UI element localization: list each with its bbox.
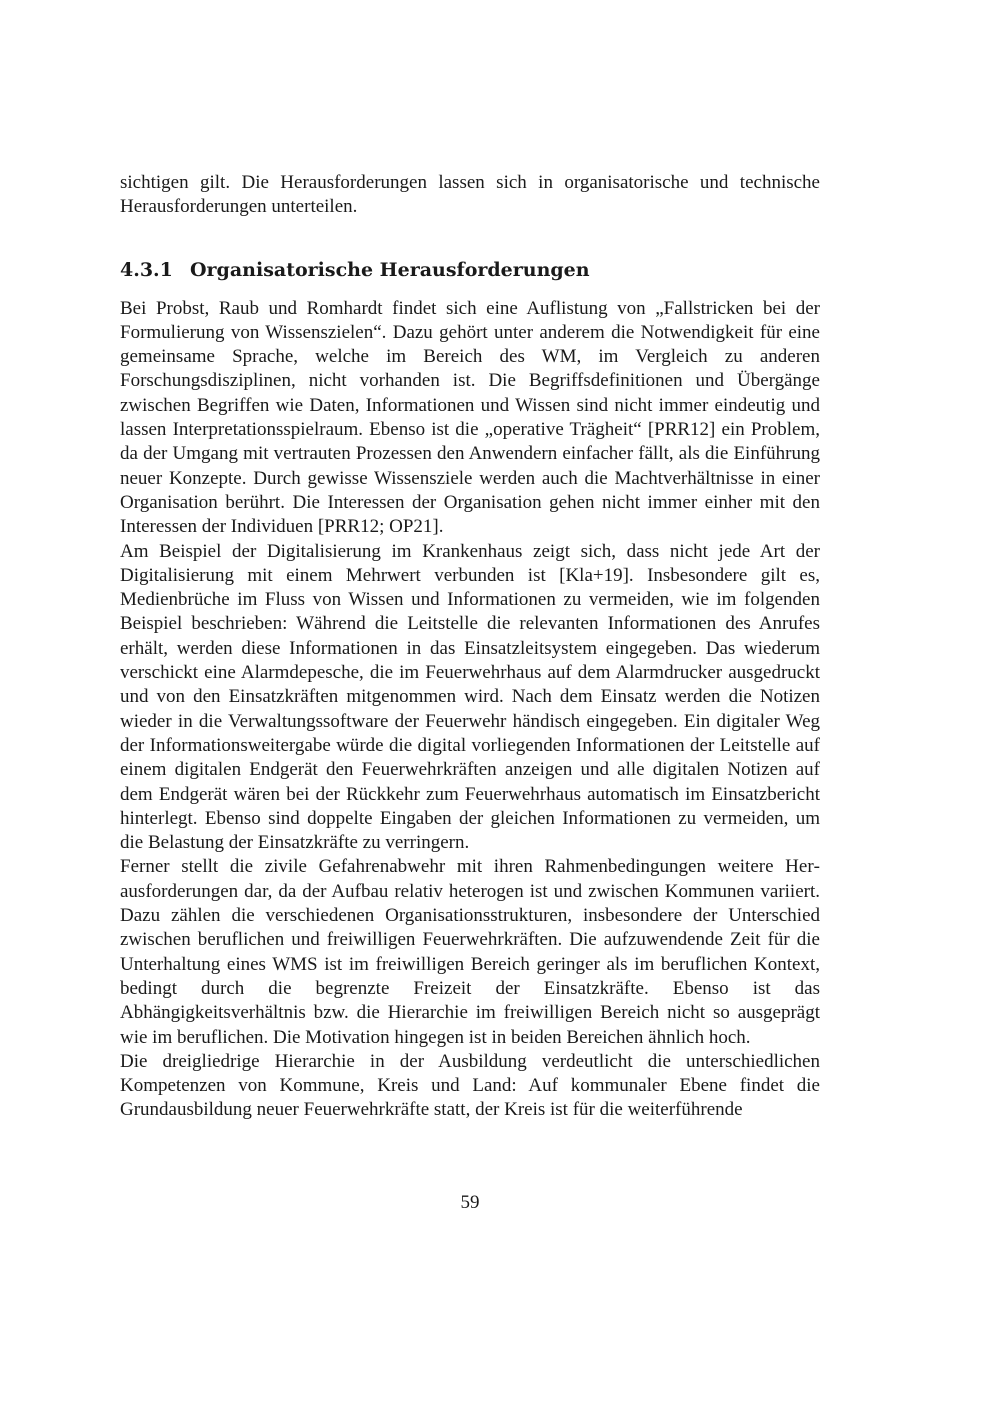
section-heading: [120, 257, 820, 283]
body-paragraph-2: Am Beispiel der Digitalisierung im Krankenhaus zeigt sich, dass nicht jede Art der Digitalisierung mit einem Mehrwert verbunden ist [Kla+19]. Insbesondere gilt es, Medienbrüche im Fluss von Wissen und Informationen zu vermeiden, wie im folgenden Beispiel beschrieben: Während die Leitstelle die relevanten Informationen des Anrufes erhält, werden diese Informationen in das Einsatzleitsystem eingegeben. Das wiederum verschickt eine Alarmdepesche, die im Feuerwehrhaus auf dem Alarmdrucker ausgedruckt und von den Einsatzkräften mitgenommen wird. Nach dem Einsatz werden die Notizen wieder in die Verwaltungssoftware der Feuerwehr händisch eingegeben. Ein digitaler Weg der Informationsweitergabe würde die digital vorliegenden Informationen der Leitstelle auf einem digitalen Endgerät den Feuerwehrkräften anzeigen und alle digitalen Notizen auf dem Endgerät wären bei der Rückkehr zum Feuerwehrhaus automatisch im Einsatzbericht hinterlegt. Ebenso sind doppelte Eingaben der gleichen Informationen zu vermeiden, um die Belastung der Einsatzkräfte zu verringern.: [120, 540, 820, 854]
body-paragraph-4: Die dreigliedrige Hierarchie in der Ausbildung verdeutlicht die unterschiedlichen Kompetenzen von Kommune, Kreis und Land: Auf kommunaler Ebene findet die Grundausbildung neuer Feuerwehrkräfte statt, der Kreis ist für die weiterführende: [120, 1050, 820, 1121]
section-number: 4.3.1: [120, 258, 173, 281]
body-paragraph-1: Bei Probst, Raub und Romhardt findet sich eine Auflistung von „Fallstricken bei der Formulierung von Wissenszielen“. Dazu gehört unter anderem die Notwendigkeit für eine gemeinsame Sprache, welche im Bereich des WM, im Vergleich zu anderen Forschungsdisziplinen, nicht vorhanden ist. Die Begriffsdefinitionen und Übergänge zwischen Begriffen wie Daten, Informationen und Wissen sind nicht immer eindeutig und lassen Interpretationsspielraum. Ebenso ist die „operative Trägheit“ [PRR12] ein Problem, da der Umgang mit vertrauten Prozessen den Anwendern einfacher fällt, als die Einführung neuer Konzepte. Durch gewisse Wissensziele werden auch die Machtverhältnisse in einer Organisation berührt. Die Interessen der Organisation gehen nicht immer einher mit den Interessen der Individuen [PRR12; OP21].: [120, 297, 820, 538]
page-number: 59: [460, 1192, 480, 1213]
page-body: [120, 171, 820, 1123]
body-paragraph-3: Ferner stellt die zivile Gefahrenabwehr mit ihren Rahmenbedingungen weitere Herausforderungen dar, da der Aufbau relativ heterogen ist und zwischen Kommunen variiert. Dazu zählen die verschiedenen Organisationsstrukturen, insbesondere der Unterschied zwischen beruflichen und freiwilligen Feuerwehrkräften. Die aufzuwendende Zeit für die Unterhaltung eines WMS ist im freiwilligen Bereich geringer als im beruflichen Kontext, bedingt durch die begrenzte Freizeit der Einsatzkräfte. Ebenso ist das Abhängigkeitsverhältnis bzw. die Hierarchie im freiwilligen Bereich nicht so ausgeprägt wie im beruflichen. Die Motivation hingegen ist in beiden Bereichen ähnlich hoch.: [120, 856, 820, 1048]
intro-paragraph: sichtigen gilt. Die Herausforderungen lassen sich in organisatorische und technische Herausforderungen unterteilen.: [120, 172, 820, 218]
section-title: Organisatorische Herausforderungen: [190, 258, 590, 281]
